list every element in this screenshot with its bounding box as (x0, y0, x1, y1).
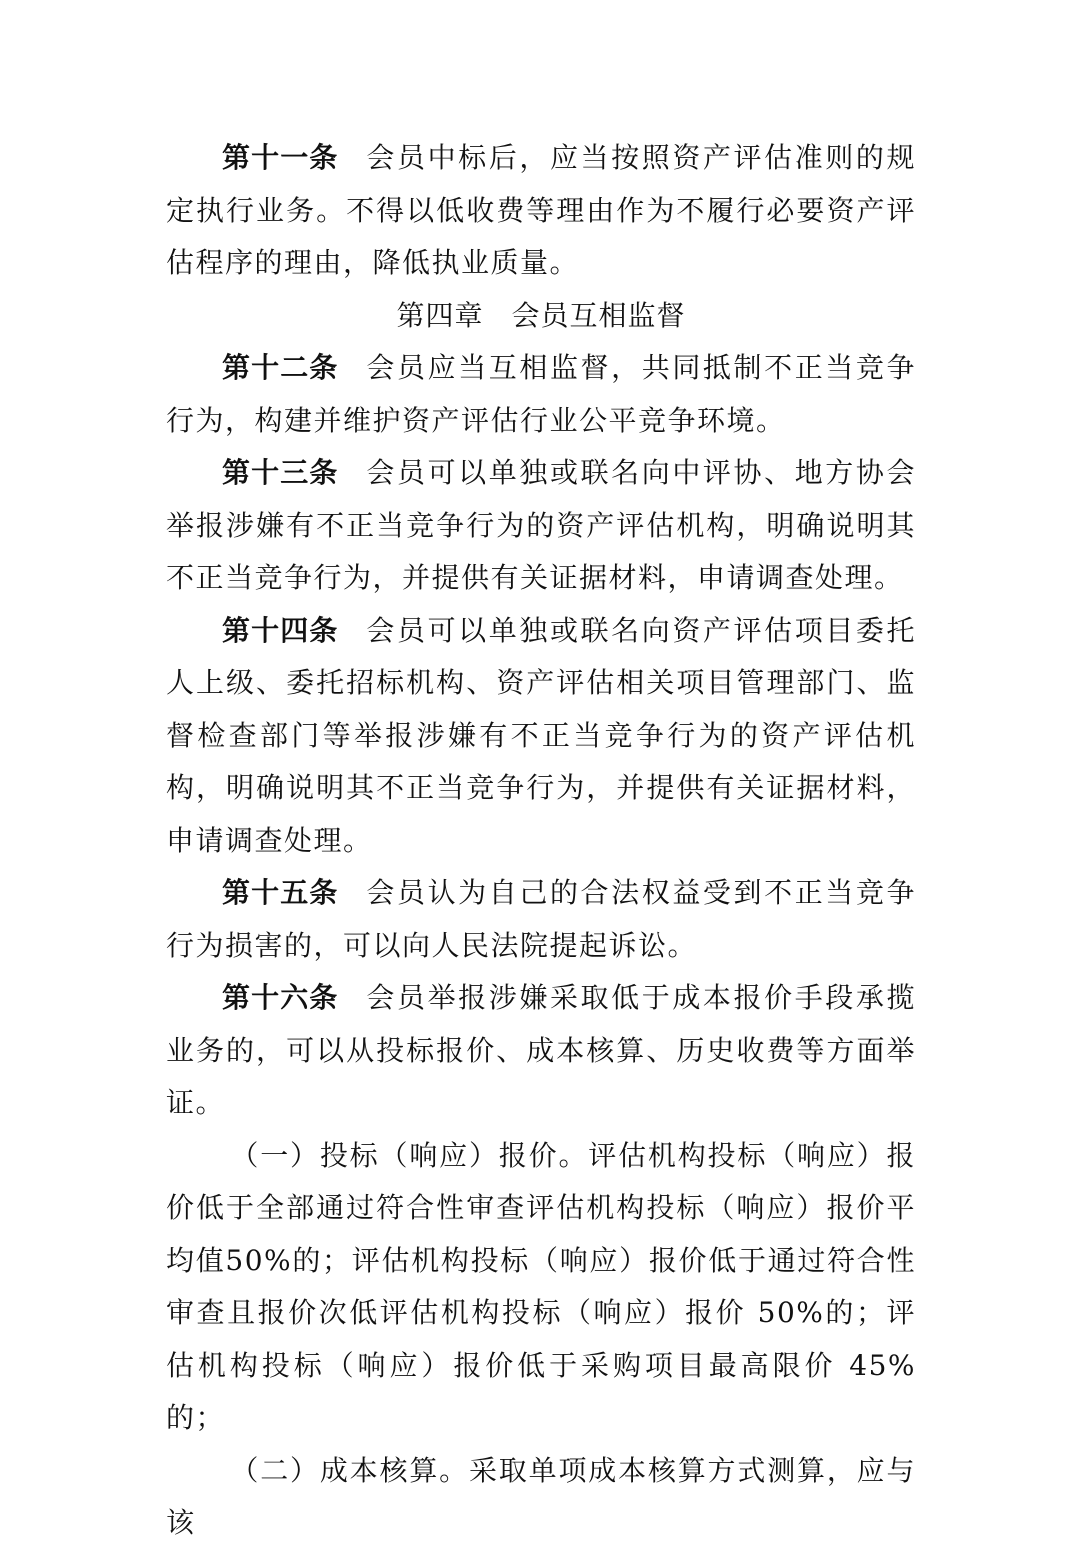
article-13-body: 会员可以单独或联名向中评协、地方协会举报涉嫌有不正当竞争行为的资产评估机构，明确说明其不正当竞争行为，并提供有关证据材料，申请调查处理。 (166, 456, 916, 594)
article-11-body: 会员中标后，应当按照资产评估准则的规定执行业务。不得以低收费等理由作为不履行必要资产评估程序的理由，降低执业质量。 (166, 141, 916, 279)
chapter-number: 第四章 (396, 298, 484, 332)
article-13 (166, 447, 916, 605)
article-15-title: 第十五条 (222, 876, 339, 909)
article-16-body: 会员举报涉嫌采取低于成本报价手段承揽业务的，可以从投标报价、成本核算、历史收费等方面举证。 (166, 981, 916, 1119)
article-15 (166, 867, 916, 972)
article-16-item-2: （二）成本核算。采取单项成本核算方式测算，应与该 (166, 1453, 916, 1539)
article-12 (166, 342, 916, 447)
article-13-title: 第十三条 (222, 456, 339, 489)
article-14 (166, 605, 916, 868)
article-11-title: 第十一条 (222, 141, 339, 174)
article-12-body: 会员应当互相监督，共同抵制不正当竞争行为，构建并维护资产评估行业公平竞争环境。 (166, 351, 916, 437)
chapter-heading (166, 290, 916, 343)
article-14-body: 会员可以单独或联名向资产评估项目委托人上级、委托招标机构、资产评估相关项目管理部门、监督检查部门等举报涉嫌有不正当竞争行为的资产评估机构，明确说明其不正当竞争行为，并提供有关证据材料，申请调查处理。 (166, 613, 916, 857)
document-body (166, 132, 916, 1550)
article-11 (166, 132, 916, 290)
article-12-title: 第十二条 (222, 351, 339, 384)
article-16 (166, 972, 916, 1130)
article-15-body: 会员认为自己的合法权益受到不正当竞争行为损害的，可以向人民法院提起诉讼。 (166, 876, 916, 962)
article-16-item-1: （一）投标（响应）报价。评估机构投标（响应）报价低于全部通过符合性审查评估机构投标（响应）报价平均值50%的；评估机构投标（响应）报价低于通过符合性审查且报价次低评估机构投标（响应）报价 50%的；评估机构投标（响应）报价低于采购项目最高限价 45%的； (166, 1138, 916, 1434)
article-16-title: 第十六条 (222, 981, 339, 1014)
chapter-name: 会员互相监督 (511, 298, 686, 332)
article-14-title: 第十四条 (222, 613, 339, 647)
